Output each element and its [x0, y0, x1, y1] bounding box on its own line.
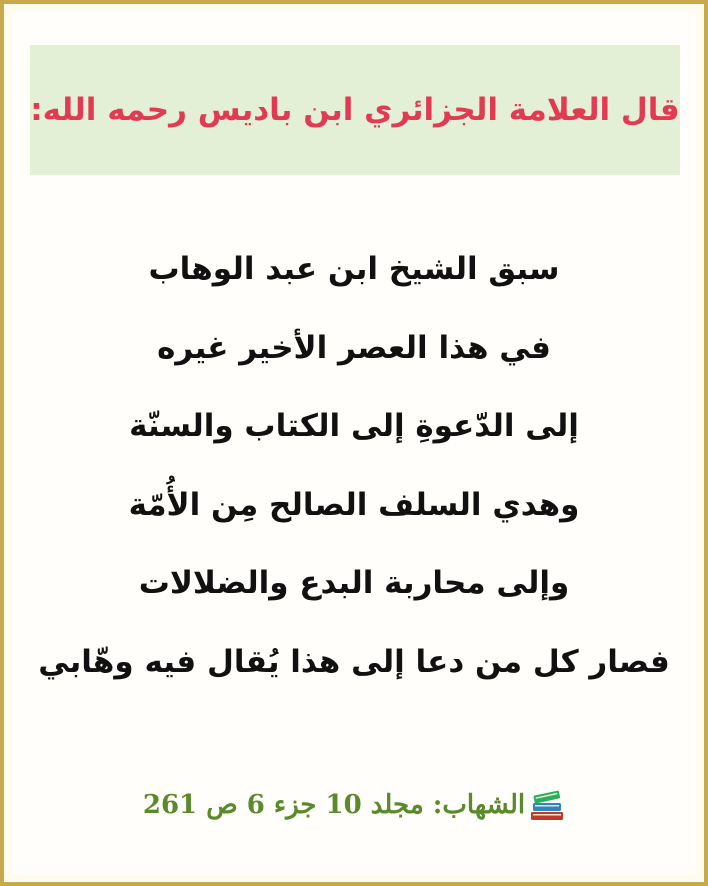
quote-line-3: إلى الدّعوةِ إلى الكتاب والسنّة [129, 408, 579, 444]
title-text: قال العلامة الجزائري ابن باديس رحمه الله: [30, 92, 680, 128]
quote-line-2: في هذا العصر الأخير غيره [157, 329, 551, 366]
source-text: الشهاب: مجلد 10 جزء 6 ص 261 [142, 790, 526, 820]
quote-line-1: سبق الشيخ ابن عبد الوهاب [148, 251, 560, 287]
quote-line-6: فصار كل من دعا إلى هذا يُقال فيه وهّابي [38, 643, 670, 680]
title-banner [30, 45, 680, 175]
quote-line-5: وإلى محاربة البدع والضلالات [138, 565, 570, 601]
books-icon [529, 788, 565, 822]
quote-block [20, 230, 688, 701]
source-citation [20, 780, 688, 830]
quote-line-4: وهدي السلف الصالح مِن الأُمّة [128, 486, 580, 523]
